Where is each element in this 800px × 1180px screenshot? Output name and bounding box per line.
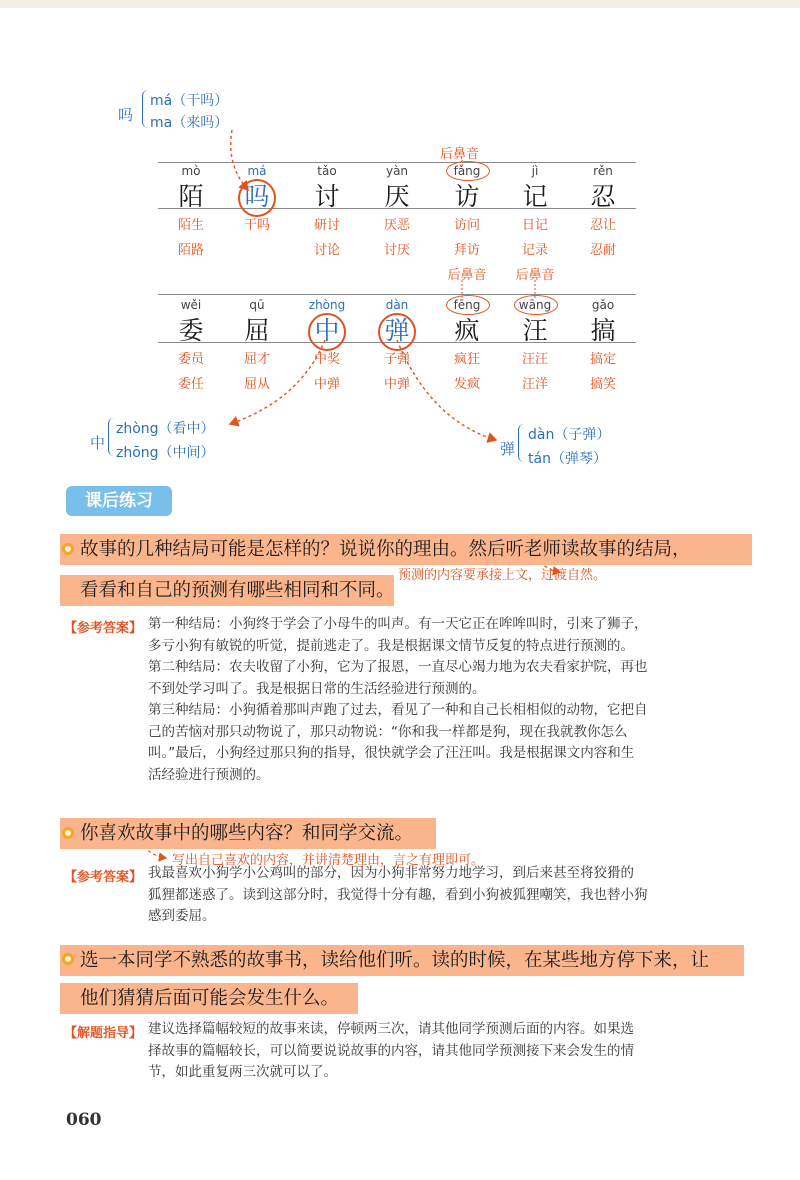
- character: 疯: [454, 316, 480, 345]
- answer-line: 感到委屈。: [148, 908, 216, 924]
- poly-reading: zhōng（中间）: [116, 445, 215, 461]
- character: 忍: [590, 182, 616, 211]
- character: 委: [178, 316, 204, 345]
- word: 子弹: [383, 352, 410, 367]
- answer-line: 节，如此重复两三次就可以了。: [148, 1064, 337, 1080]
- word: 屈才: [243, 352, 270, 367]
- word: 日记: [521, 218, 548, 233]
- word: 搞定: [589, 352, 616, 367]
- pinyin: wāng: [518, 298, 552, 312]
- answer-line: 择故事的篇幅较长，可以简要说说故事的内容，请其他同学预测接下来会发生的情: [148, 1042, 634, 1059]
- character: 弹: [384, 316, 410, 345]
- pinyin: zhòng: [308, 298, 346, 312]
- pinyin: fēng: [453, 298, 481, 312]
- word: 委员: [177, 352, 204, 367]
- question-2-line-1: 你喜欢故事中的哪些内容？和同学交流。: [80, 823, 414, 844]
- question-bullet-icon: [62, 953, 74, 965]
- word: 发疯: [453, 377, 480, 392]
- word: 屈从: [243, 377, 270, 392]
- word: 访问: [453, 218, 480, 233]
- guide-label: 【解题指导】: [64, 1026, 143, 1041]
- answer-line: 我最喜欢小狗学小公鸡叫的部分，因为小狗非常努力地学习，到后来甚至将狡猾的: [148, 865, 634, 881]
- pinyin: dàn: [385, 298, 409, 312]
- character: 吗: [244, 182, 270, 211]
- word: 忍耐: [589, 243, 616, 258]
- question-1-line-1: 故事的几种结局可能是怎样的？说说你的理由。然后听老师读故事的结局，: [80, 539, 691, 560]
- word: 后鼻音: [515, 268, 555, 283]
- word: 后鼻音: [447, 268, 487, 283]
- section-tag: [66, 486, 172, 516]
- answer-label: 【参考答案】: [64, 870, 143, 885]
- answer-line: 不到处学习叫了。我是根据日常的生活经验进行预测的。: [148, 680, 486, 697]
- poly-reading: zhòng（看中）: [116, 421, 215, 437]
- character: 记: [522, 182, 548, 211]
- answer-line: 建议选择篇幅较短的故事来读，停顿两三次，请其他同学预测后面的内容。如果选: [148, 1021, 634, 1037]
- character: 屈: [244, 316, 270, 345]
- page-number: 060: [66, 1110, 102, 1130]
- word: 中弹: [313, 377, 340, 392]
- pinyin: wěi: [180, 298, 202, 312]
- pinyin: fǎng: [453, 164, 481, 178]
- answer-line: 己的苦恼对那只动物说了，那只动物说：“你和我一样都是狗，现在我就教你怎么: [148, 723, 628, 740]
- word: 汪洋: [521, 377, 548, 392]
- character: 讨: [314, 182, 340, 211]
- section-tag-label: 课后练习: [85, 491, 153, 511]
- question-bullet-icon: [62, 827, 74, 839]
- question-1-hint: 预测的内容要承接上文，过渡自然。: [398, 568, 607, 583]
- pinyin: jì: [531, 164, 539, 178]
- poly-reading: dàn（子弹）: [528, 427, 611, 443]
- poly-reading: ma（来吗）: [150, 115, 229, 131]
- word: 陌路: [177, 243, 204, 258]
- word: 陌生: [177, 218, 204, 233]
- character: 搞: [590, 316, 616, 345]
- word: 拜访: [453, 243, 480, 258]
- pinyin: mò: [181, 164, 201, 178]
- word: 中弹: [383, 377, 410, 392]
- answer-line: 第一种结局：小狗终于学会了小母牛的叫声。有一天它正在哞哞叫时，引来了狮子，: [148, 616, 648, 632]
- poly-reading: má（干吗）: [150, 93, 229, 109]
- pinyin: yàn: [385, 164, 409, 178]
- question-3-line-2: 他们猜猜后面可能会发生什么。: [80, 988, 340, 1009]
- question-3-line-1: 选一本同学不熟悉的故事书，读给他们听。读的时候，在某些地方停下来，让: [80, 950, 710, 971]
- answer-line: 第二种结局：农夫收留了小狗，它为了报恩，一直尽心竭力地为农夫看家护院，再也: [148, 659, 648, 675]
- word: 疯狂: [453, 352, 480, 367]
- character: 厌: [384, 182, 410, 211]
- word: 研讨: [313, 218, 340, 233]
- question-2-hint: 写出自己喜欢的内容，并讲清楚理由，言之有理即可。: [172, 853, 485, 868]
- pinyin: rěn: [593, 164, 613, 178]
- character: 中: [314, 316, 340, 345]
- nasal-note: 后鼻音: [440, 147, 480, 162]
- character: 汪: [522, 316, 548, 345]
- pinyin: má: [247, 164, 267, 178]
- poly-reading: tán（弹琴）: [528, 451, 607, 467]
- word: 中奖: [313, 352, 340, 367]
- answer-line: 叫。”最后，小狗经过那只狗的指导，很快就学会了汪汪叫。我是根据课文内容和生: [148, 745, 635, 761]
- answer-line: 多亏小狗有敏锐的听觉，提前逃走了。我是根据课文情节反复的特点进行预测的。: [148, 637, 634, 654]
- word: 委任: [177, 377, 204, 392]
- word: 讨厌: [383, 243, 410, 258]
- poly-char: 弹: [500, 440, 516, 458]
- answer-line: 狐狸都迷惑了。读到这部分时，我觉得十分有趣，看到小狗被狐狸嘲笑，我也替小狗: [148, 886, 648, 903]
- word: 厌恶: [383, 218, 410, 233]
- word: 记录: [521, 243, 548, 258]
- character: 访: [454, 182, 480, 211]
- word: 讨论: [313, 243, 340, 258]
- word: 搞笑: [589, 377, 616, 392]
- answer-line: 第三种结局：小狗循着那叫声跑了过去，看见了一种和自己长相相似的动物，它把自: [148, 702, 648, 718]
- poly-char: 吗: [118, 106, 134, 124]
- pinyin: gǎo: [591, 298, 615, 312]
- pinyin: qū: [249, 298, 265, 312]
- question-1-line-2: 看看和自己的预测有哪些相同和不同。: [80, 580, 395, 601]
- word: 忍让: [589, 218, 616, 233]
- answer-label: 【参考答案】: [64, 621, 143, 636]
- question-bullet-icon: [62, 543, 74, 555]
- character: 陌: [178, 182, 204, 211]
- word: 汪汪: [521, 352, 548, 367]
- pinyin: tǎo: [317, 164, 337, 178]
- answer-line: 活经验进行预测的。: [148, 766, 270, 783]
- word: 干吗: [243, 218, 270, 233]
- poly-char: 中: [90, 434, 106, 452]
